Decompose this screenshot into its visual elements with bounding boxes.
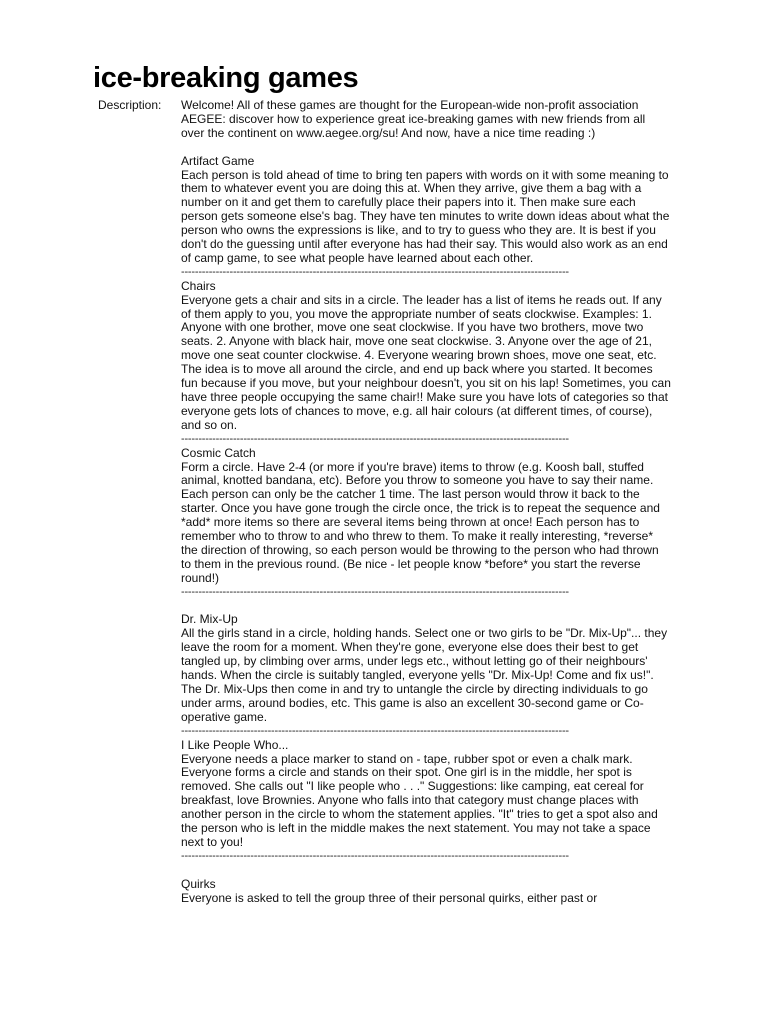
game-dr-mix-up [181, 613, 671, 724]
dashed-divider: ---------------------------------------------------------------------------------------------------------------- [181, 585, 569, 598]
spacer [181, 600, 671, 614]
game-text: All the girls stand in a circle, holding hands. Select one or two girls to be "Dr. Mix-Up"... they leave the room for a moment. When they're gone, everyone else does their best to get tangled up, by climbing over arms, under legs etc., without letting go of their neighbours' hands. When the circle is suitably tangled, everyone yells "Dr. Mix-Up! Come and fix us!". The Dr. Mix-Ups then come in and try to untangle the circle by directing individuals to go under arms, around bodies, etc. This game is also an excellent 30-second game or Co-operative game. [181, 626, 668, 724]
game-text: Each person is told ahead of time to bring ten papers with words on it with some meaning to them to whatever event you are doing this at. When they arrive, give them a bag with a number on it and get them to carefully place their papers into it. Then make sure each person gets someone else's bag. They have ten minutes to write down ideas about what the person who owns the expressions is like, and to try to guess who they are. It is best if you don't do the guessing until after everyone has had their say. This would also work as an end of camp game, to see what people have learned about each other. [181, 167, 670, 265]
intro-text: Welcome! All of these games are thought for the European-wide non-profit association AEGEE: discover how to experience great ice-breaking games with new friends from all over the continent on www.aegee.org/su! And now, have a nice time reading :) [181, 98, 646, 140]
game-title: Cosmic Catch [181, 445, 256, 460]
game-chairs [181, 280, 671, 433]
description-label: Description: [98, 98, 162, 112]
game-title: Chairs [181, 278, 216, 293]
game-title: Dr. Mix-Up [181, 612, 238, 627]
game-title: Quirks [181, 876, 216, 891]
dashed-divider: ---------------------------------------------------------------------------------------------------------------- [181, 265, 569, 278]
dashed-divider: ---------------------------------------------------------------------------------------------------------------- [181, 432, 569, 445]
game-quirks [181, 878, 671, 906]
dashed-divider: ---------------------------------------------------------------------------------------------------------------- [181, 849, 569, 862]
game-text: Form a circle. Have 2-4 (or more if you're brave) items to throw (e.g. Koosh ball, stuffed animal, knotted bandana, etc). Before you throw to someone you have to say their name. Each person can only be the catcher 1 time. The last person would throw it back to the starter. Once you have gone trough the circle once, the trick is to repeat the sequence and *add* more items so there are several items being thrown at once! Each person has to remember who to throw to and who threw to them. To make it really interesting, *reverse* the direction of throwing, so each person would be throwing to the person who had thrown to them in the previous round. (Be nice - let people know *before* you start the reverse round!) [181, 459, 660, 585]
game-title: I Like People Who... [181, 737, 289, 752]
game-artifact [181, 155, 671, 266]
game-cosmic-catch [181, 447, 671, 586]
game-text: Everyone is asked to tell the group three of their personal quirks, either past or [181, 890, 598, 905]
description-content [181, 99, 671, 905]
document-title: ice-breaking games [93, 62, 359, 94]
game-text: Everyone needs a place marker to stand on - tape, rubber spot or even a chalk mark. Everyone forms a circle and stands on their spot. One girl is in the middle, her spot is removed. She calls out "I like people who . . ." Suggestions: like camping, eat cereal for breakfast, love Brownies. Anyone who falls into that category must change places with another person in the circle to whom the statement applies. "It" tries to get a spot also and the person who is left in the middle makes the next statement. You may not take a space next to you! [181, 751, 658, 849]
dashed-divider: ---------------------------------------------------------------------------------------------------------------- [181, 724, 569, 737]
game-i-like-people-who [181, 739, 671, 850]
game-text: Everyone gets a chair and sits in a circle. The leader has a list of items he reads out. If any of them apply to you, you move the appropriate number of seats clockwise. Examples: 1. Anyone with one brother, move one seat clockwise. If you have two brothers, move two seats. 2. Anyone with black hair, move one seat clockwise. 3. Anyone over the age of 21, move one seat counter clockwise. 4. Everyone wearing brown shoes, move one seat, etc. The idea is to move all around the circle, and end up back where you started. It becomes fun because if you move, but your neighbour doesn't, you sit on his lap! Sometimes, you can have three people occupying the same chair!! Make sure you have lots of categories so that everyone gets lots of chances to move, e.g. all hair colours (at different times, of course), and so on. [181, 292, 671, 432]
game-title: Artifact Game [181, 153, 255, 168]
spacer [181, 864, 671, 878]
